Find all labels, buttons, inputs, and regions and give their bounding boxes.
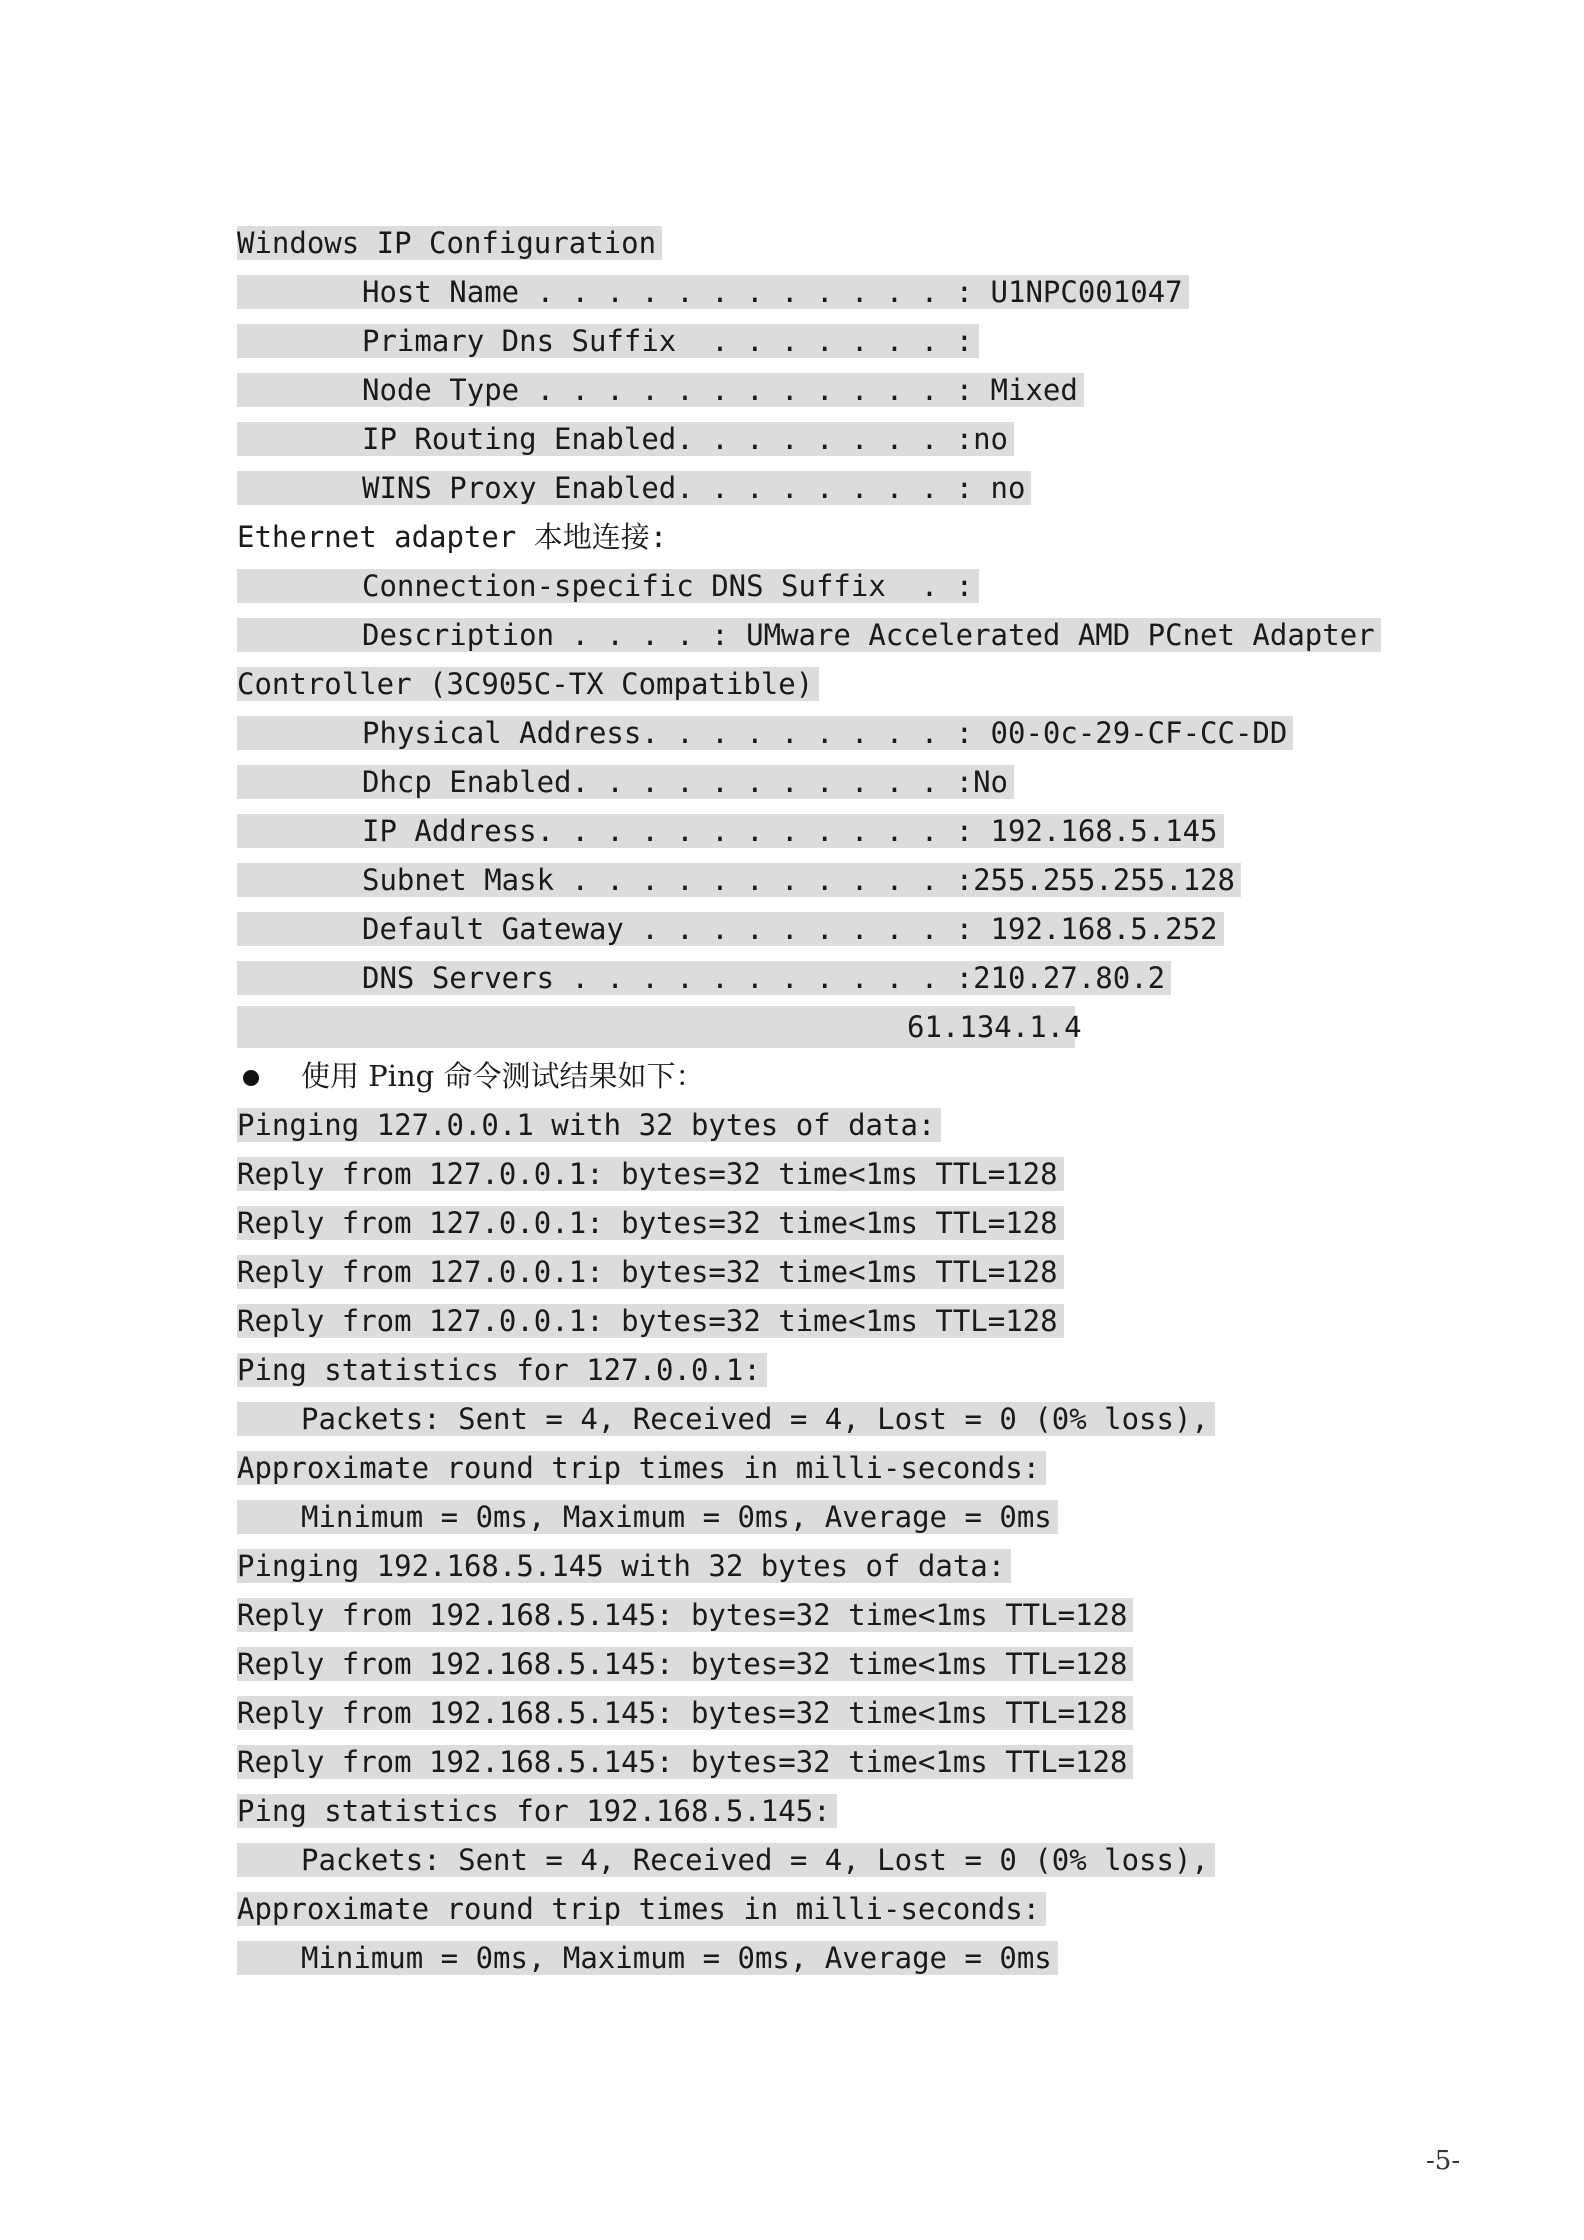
ping2-reply: Reply from 192.168.5.145: bytes=32 time<1ms TTL=128	[237, 1598, 1133, 1632]
ping-bullet-text: 使用 Ping 命令测试结果如下：	[301, 1059, 705, 1093]
ipconfig-heading-line	[237, 222, 1397, 271]
wins-proxy-line	[237, 467, 1397, 516]
default-gateway: Default Gateway . . . . . . . . . : 192.168.5.252	[237, 912, 1224, 946]
ping2-reply: Reply from 192.168.5.145: bytes=32 time<1ms TTL=128	[237, 1647, 1133, 1681]
ping1-reply-line	[237, 1300, 1397, 1349]
dns-servers-line	[237, 957, 1397, 1006]
ping2-minmax: Minimum = 0ms, Maximum = 0ms, Average = 0ms	[237, 1941, 1058, 1975]
ping2-reply-line	[237, 1594, 1397, 1643]
ping1-reply-line	[237, 1202, 1397, 1251]
dhcp-enabled: Dhcp Enabled. . . . . . . . . . . :No	[237, 765, 1014, 799]
description-cont-line	[237, 663, 1397, 712]
bullet-dot-icon	[243, 1070, 259, 1086]
wins-proxy-enabled: WINS Proxy Enabled. . . . . . . . : no	[237, 471, 1031, 505]
ping1-approx-line	[237, 1447, 1397, 1496]
ping1-reply-line	[237, 1153, 1397, 1202]
ping1-minmax: Minimum = 0ms, Maximum = 0ms, Average = 0ms	[237, 1500, 1058, 1534]
ping1-reply-line	[237, 1251, 1397, 1300]
dns-servers-2-line	[237, 1006, 1397, 1055]
dns-servers-secondary: 61.134.1.4	[237, 1006, 1075, 1048]
ping2-reply-line	[237, 1741, 1397, 1790]
adapter-heading: Ethernet adapter 本地连接:	[237, 520, 668, 554]
host-name: Host Name . . . . . . . . . . . . : U1NPC001047	[237, 275, 1189, 309]
ping2-reply: Reply from 192.168.5.145: bytes=32 time<1ms TTL=128	[237, 1696, 1133, 1730]
ping2-heading: Pinging 192.168.5.145 with 32 bytes of data:	[237, 1549, 1011, 1583]
dns-suffix-line	[237, 320, 1397, 369]
ip-routing-enabled: IP Routing Enabled. . . . . . . . :no	[237, 422, 1014, 456]
ping2-reply-line	[237, 1692, 1397, 1741]
physical-address-line	[237, 712, 1397, 761]
ping-bullet-line	[237, 1055, 1397, 1104]
ping2-stats-heading-line	[237, 1790, 1397, 1839]
subnet-mask: Subnet Mask . . . . . . . . . . . :255.255.255.128	[237, 863, 1241, 897]
ping1-packets-line	[237, 1398, 1397, 1447]
ip-address-line	[237, 810, 1397, 859]
ping1-reply: Reply from 127.0.0.1: bytes=32 time<1ms TTL=128	[237, 1206, 1064, 1240]
ping2-approx-line	[237, 1888, 1397, 1937]
ping1-packets: Packets: Sent = 4, Received = 4, Lost = 0 (0% loss),	[237, 1402, 1215, 1436]
ping1-stats-heading-line	[237, 1349, 1397, 1398]
node-type-line	[237, 369, 1397, 418]
ping1-reply: Reply from 127.0.0.1: bytes=32 time<1ms TTL=128	[237, 1304, 1064, 1338]
node-type: Node Type . . . . . . . . . . . . : Mixed	[237, 373, 1084, 407]
adapter-description: Description . . . . : UMware Accelerated AMD PCnet Adapter	[237, 618, 1381, 652]
dns-servers: DNS Servers . . . . . . . . . . . :210.27.80.2	[237, 961, 1171, 995]
host-name-line	[237, 271, 1397, 320]
ping2-minmax-line	[237, 1937, 1397, 1986]
connection-dns-suffix: Connection-specific DNS Suffix . :	[237, 569, 979, 603]
description-line	[237, 614, 1397, 663]
physical-address: Physical Address. . . . . . . . . : 00-0c-29-CF-CC-DD	[237, 716, 1293, 750]
ping1-stats-heading: Ping statistics for 127.0.0.1:	[237, 1353, 767, 1387]
default-gateway-line	[237, 908, 1397, 957]
adapter-description-cont: Controller (3C905C-TX Compatible)	[237, 667, 819, 701]
ping1-minmax-line	[237, 1496, 1397, 1545]
subnet-mask-line	[237, 859, 1397, 908]
page-number: -5-	[1426, 2146, 1461, 2176]
ping2-packets-line	[237, 1839, 1397, 1888]
ip-address: IP Address. . . . . . . . . . . . : 192.168.5.145	[237, 814, 1224, 848]
ping2-heading-line	[237, 1545, 1397, 1594]
ping1-heading-line	[237, 1104, 1397, 1153]
ping1-approx: Approximate round trip times in milli-seconds:	[237, 1451, 1046, 1485]
ping2-packets: Packets: Sent = 4, Received = 4, Lost = 0 (0% loss),	[237, 1843, 1215, 1877]
ping1-heading: Pinging 127.0.0.1 with 32 bytes of data:	[237, 1108, 941, 1142]
ping2-approx: Approximate round trip times in milli-seconds:	[237, 1892, 1046, 1926]
ipconfig-heading: Windows IP Configuration	[237, 226, 662, 260]
ping2-reply: Reply from 192.168.5.145: bytes=32 time<1ms TTL=128	[237, 1745, 1133, 1779]
document-body	[237, 222, 1397, 1986]
dhcp-enabled-line	[237, 761, 1397, 810]
ip-routing-line	[237, 418, 1397, 467]
ping2-reply-line	[237, 1643, 1397, 1692]
primary-dns-suffix: Primary Dns Suffix . . . . . . . :	[237, 324, 979, 358]
conn-dns-suffix-line	[237, 565, 1397, 614]
ping1-reply: Reply from 127.0.0.1: bytes=32 time<1ms TTL=128	[237, 1255, 1064, 1289]
adapter-heading-line	[237, 516, 1397, 565]
ping2-stats-heading: Ping statistics for 192.168.5.145:	[237, 1794, 837, 1828]
ping1-reply: Reply from 127.0.0.1: bytes=32 time<1ms TTL=128	[237, 1157, 1064, 1191]
